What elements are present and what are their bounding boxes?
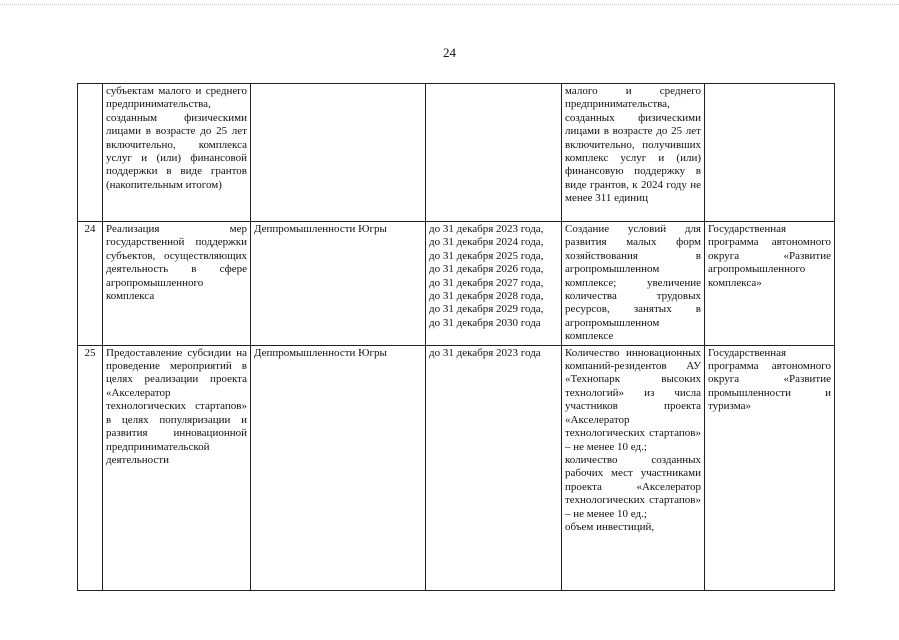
row-number: 25 <box>78 345 103 590</box>
table-row <box>78 222 835 346</box>
result-cell: Количество инновационных компаний-резидентов АУ «Технопарк высоких технологий» из числа участников проекта «Акселератор технологических стартапов» – не менее 10 ед.; количество созданных рабочих мест участниками проекта «Акселератор технологических стартапов» – не менее 10 ед.; объем инвестиций, <box>562 345 705 590</box>
table-row <box>78 345 835 590</box>
deadline-cell <box>426 84 562 222</box>
program-cell <box>705 84 835 222</box>
measures-table <box>77 83 835 591</box>
responsible-cell <box>251 84 426 222</box>
page-number: 24 <box>443 45 456 60</box>
responsible-cell: Деппромышленности Югры <box>251 222 426 346</box>
program-cell: Государственная программа автономного округа «Развитие промышленности и туризма» <box>705 345 835 590</box>
table-row <box>78 84 835 222</box>
measure-cell: Реализация мер государственной поддержки субъектов, осуществляющих деятельность в сфере агропромышленного комплекса <box>103 222 251 346</box>
measure-cell: субъектам малого и среднего предпринимательства, созданным физическими лицами в возрасте до 25 лет включительно, комплекса услуг и (или) финансовой поддержки в виде грантов (накопительным итогом) <box>103 84 251 222</box>
responsible-cell: Деппромышленности Югры <box>251 345 426 590</box>
row-number <box>78 84 103 222</box>
scan-top-edge <box>0 4 899 5</box>
program-cell: Государственная программа автономного округа «Развитие агропромышленного комплекса» <box>705 222 835 346</box>
deadline-cell: до 31 декабря 2023 года, до 31 декабря 2024 года, до 31 декабря 2025 года, до 31 декабря 2026 года, до 31 декабря 2027 года, до 31 декабря 2028 года, до 31 декабря 2029 года, до 31 декабря 2030 года <box>426 222 562 346</box>
row-number: 24 <box>78 222 103 346</box>
measure-cell: Предоставление субсидии на проведение мероприятий в целях реализации проекта «Акселератор технологических стартапов» в целях популяризации и развития инновационной предпринимательской деятельности <box>103 345 251 590</box>
result-cell: малого и среднего предпринимательства, созданных физическими лицами в возрасте до 25 лет включительно, получивших комплекс услуг и (или) финансовую поддержку в виде грантов, к 2024 году не менее 311 единиц <box>562 84 705 222</box>
deadline-cell: до 31 декабря 2023 года <box>426 345 562 590</box>
result-cell: Создание условий для развития малых форм хозяйствования в агропромышленном комплексе; увеличение количества трудовых ресурсов, занятых в агропромышленном комплексе <box>562 222 705 346</box>
